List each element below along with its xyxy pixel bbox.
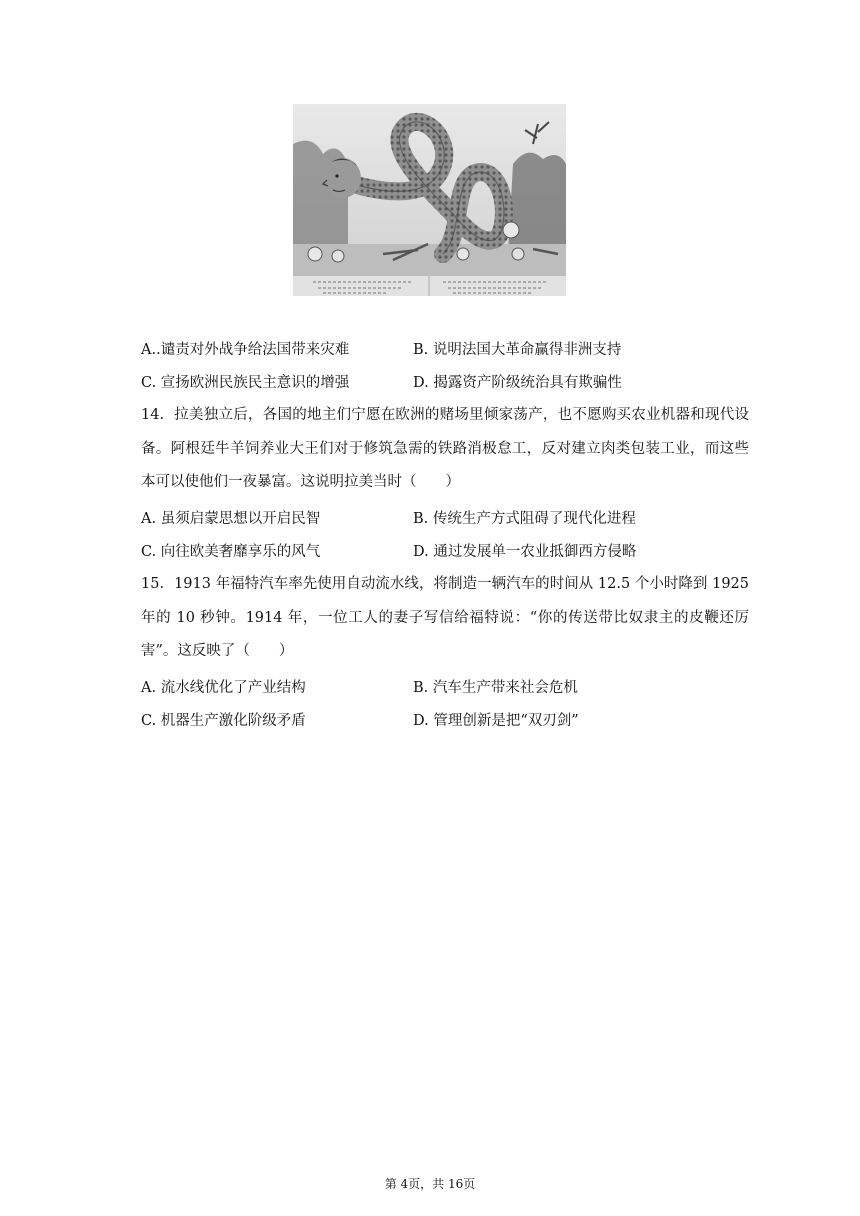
q15-option-b-text: 汽车生产带来社会危机 <box>432 680 578 696</box>
q14-stem-text: 拉美独立后，各国的地主们宁愿在欧洲的赌场里倾家荡产，也不愿购买农业机器和现代设备。阿根廷牛羊饲养业大王们对于修筑急需的铁路消极怠工，反对建立肉类包装工业，而这些本可以使他们一夜暴富。这说明拉美当时（ ） <box>141 407 749 490</box>
q14-option-d-letter: D. <box>413 544 429 560</box>
q15-option-c <box>141 711 306 731</box>
q13-option-c-letter: C. <box>141 375 157 391</box>
q13-option-b-text: 说明法国大革命赢得非洲支持 <box>432 342 622 358</box>
q15-stem-text: 1913 年福特汽车率先使用自动流水线，将制造一辆汽车的时间从 12.5 个小时降到 1925 年的 10 秒钟。1914 年，一位工人的妻子写信给福特说：“你的传送带比奴隶主的皮鞭还厉害”。这反映了（ ） <box>141 576 749 659</box>
q13-option-d-text: 揭露资产阶级统治具有欺骗性 <box>433 375 622 391</box>
page-number-footer: 第 4页，共 16页 <box>384 1177 476 1191</box>
q14-option-b <box>413 509 636 529</box>
q14-option-b-letter: B. <box>413 511 429 527</box>
q14-option-a-text: 虽须启蒙思想以开启民智 <box>160 511 321 527</box>
q14-option-c-text: 向往欧美奢靡享乐的风气 <box>160 544 321 560</box>
q14-option-d-text: 通过发展单一农业抵御西方侵略 <box>433 544 637 560</box>
q13-option-c-text: 宣扬欧洲民族民主意识的增强 <box>160 375 350 391</box>
q15-option-a-letter: A. <box>141 680 157 696</box>
q13-option-a-text: .谴责对外战争给法国带来灾难 <box>156 342 350 358</box>
snake-cartoon-image <box>293 104 566 296</box>
q14-option-a-letter: A. <box>141 511 157 527</box>
q13-option-b-letter: B. <box>413 342 429 358</box>
q14-option-c-letter: C. <box>141 544 157 560</box>
q14-option-c <box>141 542 320 562</box>
q15-option-a-text: 流水线优化了产业结构 <box>160 680 306 696</box>
q15-option-d <box>413 711 579 731</box>
q13-option-d <box>413 373 622 393</box>
q15-option-c-letter: C. <box>141 713 157 729</box>
q14-stem <box>141 399 749 500</box>
cartoon-illustration <box>293 104 566 296</box>
q14-option-d <box>413 542 636 562</box>
q14-option-b-text: 传统生产方式阻碍了现代化进程 <box>432 511 636 527</box>
q15-option-a <box>141 678 306 698</box>
q13-option-b <box>413 340 621 360</box>
q14-number: 14. <box>141 407 165 423</box>
q15-option-c-text: 机器生产激化阶级矛盾 <box>160 713 306 729</box>
q15-number: 15. <box>141 576 165 592</box>
q13-option-a-letter: A. <box>141 342 157 358</box>
q15-option-d-text: 管理创新是把“双刃剑” <box>433 713 579 729</box>
q13-option-a <box>141 340 349 360</box>
q15-stem <box>141 568 749 669</box>
q14-option-a <box>141 509 320 529</box>
q13-option-d-letter: D. <box>413 375 429 391</box>
q15-option-b-letter: B. <box>413 680 429 696</box>
q15-option-b <box>413 678 578 698</box>
q15-option-d-letter: D. <box>413 713 429 729</box>
q13-option-c <box>141 373 349 393</box>
